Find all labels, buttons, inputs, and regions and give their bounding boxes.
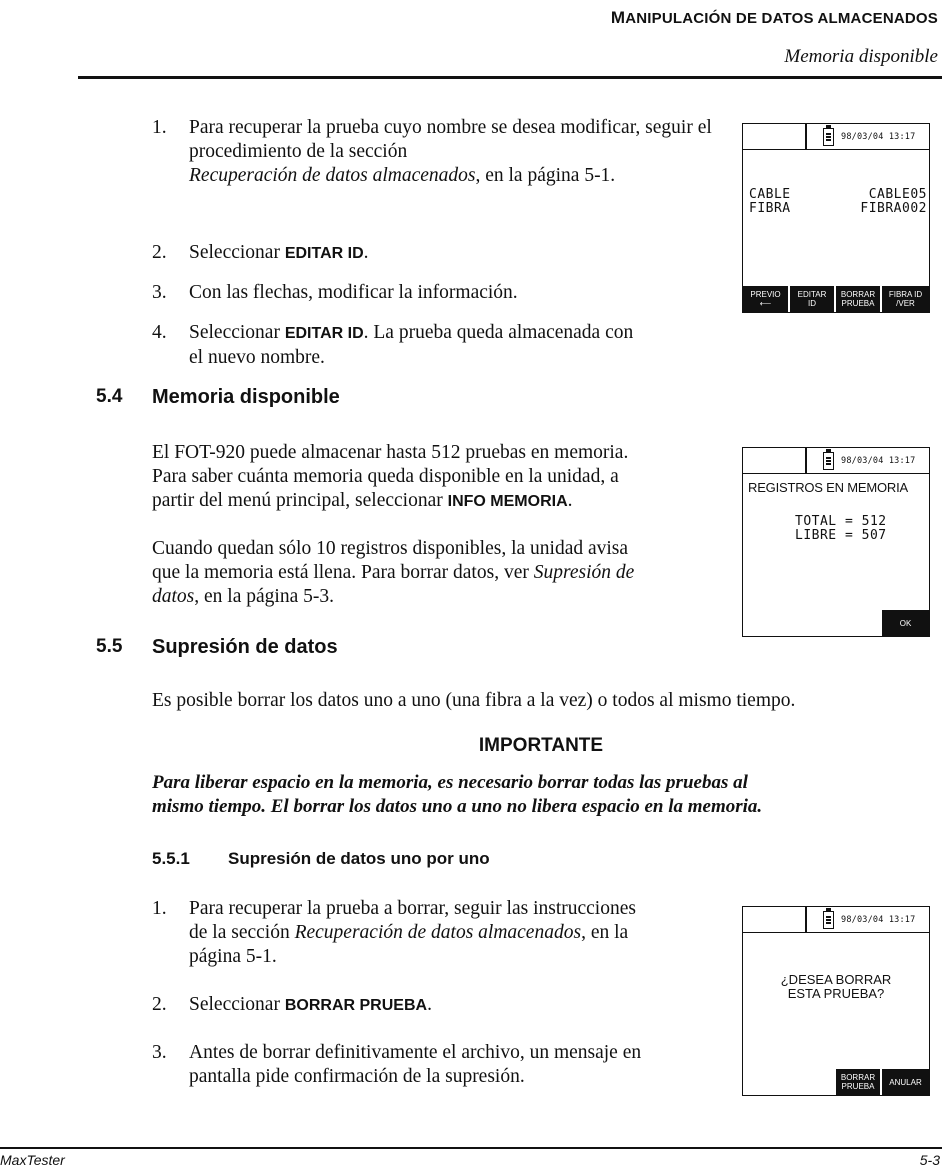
timestamp: 98/03/04 13:17 bbox=[841, 132, 916, 142]
confirm-message: ¿DESEA BORRAR ESTA PRUEBA? bbox=[780, 972, 892, 1001]
battery-icon bbox=[823, 128, 834, 146]
timestamp: 98/03/04 13:17 bbox=[841, 456, 916, 466]
total-records: TOTAL = 512 bbox=[795, 514, 887, 529]
footer-product: MaxTester bbox=[0, 1152, 65, 1168]
paragraph-delete-intro: Es posible borrar los datos uno a uno (una fibra a la vez) o todos al mismo tiempo. bbox=[152, 690, 796, 711]
running-header-section: Memoria disponible bbox=[784, 46, 938, 67]
step-number: 2. bbox=[152, 242, 167, 263]
section-title: Memoria disponible bbox=[152, 386, 340, 408]
softkey-fibra-id-ver[interactable]: FIBRA ID /VER bbox=[882, 286, 929, 312]
device-screen-delete-confirm bbox=[742, 906, 930, 1096]
step-number: 3. bbox=[152, 1042, 167, 1063]
step-text: Para recuperar la prueba cuyo nombre se desea modificar, seguir el procedimiento de la sección Recuperación de datos almacenados, en la página 5-1. bbox=[189, 117, 712, 186]
label-cable: CABLE bbox=[749, 187, 791, 202]
step-number: 1. bbox=[152, 898, 167, 919]
label-fibra: FIBRA bbox=[749, 201, 791, 216]
running-header-chapter: MANIPULACIÓN DE DATOS ALMACENADOS bbox=[610, 8, 938, 27]
battery-icon bbox=[823, 911, 834, 929]
step-number: 3. bbox=[152, 282, 167, 303]
device-screen-edit-id bbox=[742, 123, 930, 313]
status-separator bbox=[805, 907, 807, 932]
timestamp: 98/03/04 13:17 bbox=[841, 915, 916, 925]
status-bar bbox=[743, 448, 929, 474]
softkey-ok[interactable]: OK bbox=[882, 610, 929, 636]
softkey-previo[interactable]: PREVIO ⟵ bbox=[743, 286, 788, 312]
header-rule bbox=[78, 76, 942, 79]
paragraph-memory-full: Cuando quedan sólo 10 registros disponibles, la unidad avisa que la memoria está llena. Para borrar datos, ver Supresión de datos, en la página 5-3. bbox=[152, 538, 635, 607]
important-note: Para liberar espacio en la memoria, es necesario borrar todas las pruebas al mismo tiempo. El borrar los datos uno a uno no libera espacio en la memoria. bbox=[152, 772, 763, 817]
status-separator bbox=[805, 448, 807, 473]
step-text: Seleccionar EDITAR ID. La prueba queda almacenada con el nuevo nombre. bbox=[189, 322, 634, 368]
subsection-title: Supresión de datos uno por uno bbox=[228, 849, 490, 868]
subsection-number: 5.5.1 bbox=[152, 849, 190, 868]
step-text: Con las flechas, modificar la información. bbox=[189, 282, 518, 303]
screen-title: REGISTROS EN MEMORIA bbox=[748, 480, 908, 495]
step-text: Para recuperar la prueba a borrar, seguir las instrucciones de la sección Recuperación de datos almacenados, en la página 5-1. bbox=[189, 898, 636, 967]
section-title: Supresión de datos bbox=[152, 636, 338, 658]
softkey-borrar-prueba[interactable]: BORRAR PRUEBA bbox=[836, 1069, 880, 1095]
free-records: LIBRE = 507 bbox=[795, 528, 887, 543]
step-number: 2. bbox=[152, 994, 167, 1015]
footer-rule bbox=[0, 1147, 942, 1149]
softkey-borrar-prueba[interactable]: BORRAR PRUEBA bbox=[836, 286, 880, 312]
important-heading: IMPORTANTE bbox=[478, 735, 604, 756]
step-text: Seleccionar BORRAR PRUEBA. bbox=[189, 994, 432, 1015]
step-text: Antes de borrar definitivamente el archivo, un mensaje en pantalla pide confirmación de la supresión. bbox=[189, 1042, 642, 1087]
status-separator bbox=[805, 124, 807, 149]
value-fibra: FIBRA002 bbox=[860, 201, 927, 216]
softkey-bar bbox=[743, 1069, 929, 1095]
footer-page-number: 5-3 bbox=[919, 1152, 940, 1168]
status-bar bbox=[743, 907, 929, 933]
step-text: Seleccionar EDITAR ID. bbox=[189, 242, 369, 263]
softkey-bar bbox=[743, 610, 929, 636]
step-number: 1. bbox=[152, 117, 167, 138]
paragraph-memory: El FOT-920 puede almacenar hasta 512 pruebas en memoria. Para saber cuánta memoria queda disponible en la unidad, a partir del menú principal, seleccionar INFO MEMORIA. bbox=[152, 442, 629, 511]
softkey-editar-id[interactable]: EDITAR ID bbox=[790, 286, 834, 312]
step-number: 4. bbox=[152, 322, 167, 343]
battery-icon bbox=[823, 452, 834, 470]
softkey-anular[interactable]: ANULAR bbox=[882, 1069, 929, 1095]
device-screen-memory-info bbox=[742, 447, 930, 637]
status-bar bbox=[743, 124, 929, 150]
value-cable: CABLE05 bbox=[868, 187, 927, 202]
section-number: 5.4 bbox=[96, 386, 123, 407]
softkey-bar bbox=[743, 286, 929, 312]
section-number: 5.5 bbox=[96, 636, 123, 657]
